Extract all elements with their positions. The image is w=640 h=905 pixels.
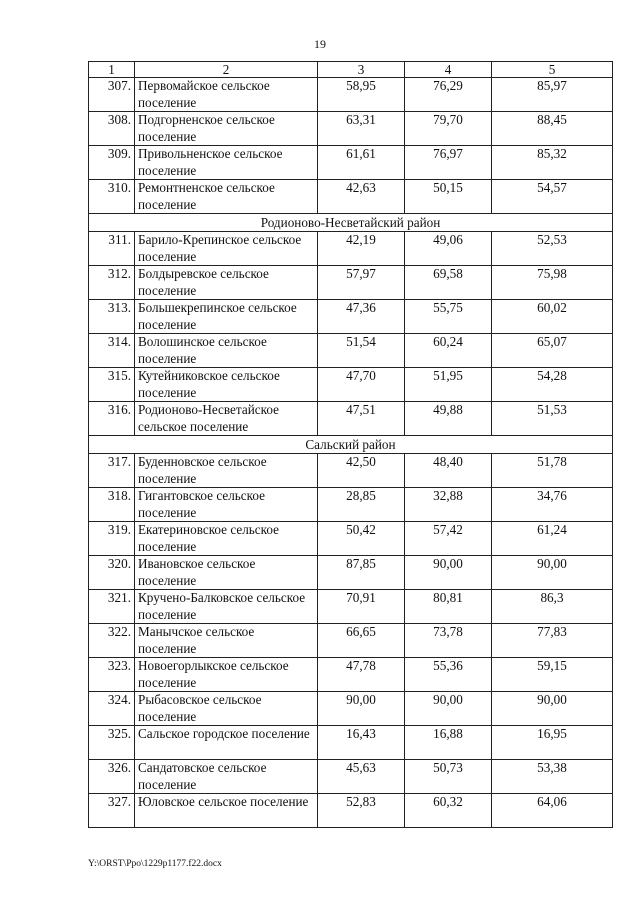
row-number: 308.	[89, 112, 135, 146]
value-col-5: 34,76	[492, 488, 613, 522]
value-col-3: 58,95	[318, 78, 405, 112]
row-number: 307.	[89, 78, 135, 112]
table-row	[89, 180, 613, 214]
value-col-4: 60,24	[405, 334, 492, 368]
settlement-name: Волошинское сельское поселение	[135, 334, 318, 368]
row-number: 310.	[89, 180, 135, 214]
value-col-4: 50,15	[405, 180, 492, 214]
settlement-name: Ивановское сельское поселение	[135, 556, 318, 590]
value-col-3: 66,65	[318, 624, 405, 658]
value-col-5: 65,07	[492, 334, 613, 368]
settlement-name: Сандатовское сельское поселение	[135, 760, 318, 794]
settlement-name: Кручено-Балковское сельское поселение	[135, 590, 318, 624]
row-number: 311.	[89, 232, 135, 266]
table-row	[89, 488, 613, 522]
value-col-4: 73,78	[405, 624, 492, 658]
table-row	[89, 454, 613, 488]
row-number: 315.	[89, 368, 135, 402]
table-row	[89, 402, 613, 436]
settlement-name: Родионово-Несветайское сельское поселение	[135, 402, 318, 436]
settlement-name: Привольненское сельское поселение	[135, 146, 318, 180]
value-col-5: 77,83	[492, 624, 613, 658]
settlement-name: Ремонтненское сельское поселение	[135, 180, 318, 214]
region-name: Родионово-Несветайский район	[89, 214, 613, 232]
settlement-name: Барило-Крепинское сельское поселение	[135, 232, 318, 266]
value-col-4: 90,00	[405, 692, 492, 726]
value-col-5: 88,45	[492, 112, 613, 146]
table-row	[89, 590, 613, 624]
value-col-5: 85,32	[492, 146, 613, 180]
value-col-5: 54,57	[492, 180, 613, 214]
table-row	[89, 658, 613, 692]
row-number: 320.	[89, 556, 135, 590]
value-col-5: 90,00	[492, 556, 613, 590]
value-col-4: 51,95	[405, 368, 492, 402]
settlement-name: Первомайское сельское поселение	[135, 78, 318, 112]
settlement-name: Буденновское сельское поселение	[135, 454, 318, 488]
region-name: Сальский район	[89, 436, 613, 454]
header-cell-4: 4	[405, 62, 492, 78]
value-col-3: 70,91	[318, 590, 405, 624]
value-col-4: 60,32	[405, 794, 492, 828]
header-row	[89, 62, 613, 78]
header-cell-5: 5	[492, 62, 613, 78]
row-number: 325.	[89, 726, 135, 760]
value-col-4: 76,97	[405, 146, 492, 180]
value-col-4: 49,88	[405, 402, 492, 436]
value-col-5: 59,15	[492, 658, 613, 692]
value-col-5: 85,97	[492, 78, 613, 112]
value-col-5: 75,98	[492, 266, 613, 300]
value-col-4: 80,81	[405, 590, 492, 624]
settlement-name: Новоегорлыкское сельское поселение	[135, 658, 318, 692]
row-number: 312.	[89, 266, 135, 300]
page-number: 19	[314, 37, 326, 51]
settlement-name: Екатериновское сельское поселение	[135, 522, 318, 556]
value-col-3: 47,36	[318, 300, 405, 334]
value-col-3: 61,61	[318, 146, 405, 180]
value-col-5: 53,38	[492, 760, 613, 794]
value-col-5: 54,28	[492, 368, 613, 402]
value-col-4: 55,36	[405, 658, 492, 692]
header-cell-2: 2	[135, 62, 318, 78]
value-col-4: 90,00	[405, 556, 492, 590]
value-col-4: 50,73	[405, 760, 492, 794]
settlement-name: Гигантовское сельское поселение	[135, 488, 318, 522]
value-col-3: 51,54	[318, 334, 405, 368]
settlement-name: Болдыревское сельское поселение	[135, 266, 318, 300]
table-row	[89, 232, 613, 266]
value-col-4: 49,06	[405, 232, 492, 266]
settlement-name: Манычское сельское поселение	[135, 624, 318, 658]
value-col-3: 42,19	[318, 232, 405, 266]
table-row	[89, 334, 613, 368]
value-col-3: 47,70	[318, 368, 405, 402]
value-col-3: 50,42	[318, 522, 405, 556]
value-col-5: 16,95	[492, 726, 613, 760]
settlement-name: Рыбасовское сельское поселение	[135, 692, 318, 726]
header-cell-1: 1	[89, 62, 135, 78]
table-row	[89, 794, 613, 828]
table-row	[89, 522, 613, 556]
row-number: 316.	[89, 402, 135, 436]
value-col-4: 57,42	[405, 522, 492, 556]
value-col-3: 90,00	[318, 692, 405, 726]
row-number: 317.	[89, 454, 135, 488]
table-row	[89, 300, 613, 334]
settlement-name: Подгорненское сельское поселение	[135, 112, 318, 146]
value-col-4: 76,29	[405, 78, 492, 112]
row-number: 314.	[89, 334, 135, 368]
settlement-name: Юловское сельское поселение	[135, 794, 318, 828]
header-cell-3: 3	[318, 62, 405, 78]
table-body	[89, 62, 613, 828]
row-number: 313.	[89, 300, 135, 334]
value-col-5: 90,00	[492, 692, 613, 726]
data-table	[88, 61, 613, 828]
value-col-3: 47,51	[318, 402, 405, 436]
value-col-5: 64,06	[492, 794, 613, 828]
value-col-4: 48,40	[405, 454, 492, 488]
table-row	[89, 692, 613, 726]
table-row	[89, 556, 613, 590]
settlement-name: Сальское городское поселение	[135, 726, 318, 760]
value-col-5: 61,24	[492, 522, 613, 556]
row-number: 321.	[89, 590, 135, 624]
table-row	[89, 760, 613, 794]
table-row	[89, 112, 613, 146]
value-col-4: 55,75	[405, 300, 492, 334]
region-header-row	[89, 436, 613, 454]
row-number: 326.	[89, 760, 135, 794]
value-col-3: 52,83	[318, 794, 405, 828]
region-header-row	[89, 214, 613, 232]
row-number: 322.	[89, 624, 135, 658]
row-number: 318.	[89, 488, 135, 522]
table-row	[89, 266, 613, 300]
footer-file-path: Y:\ORST\Ppo\1229p1177.f22.docx	[88, 859, 222, 869]
value-col-3: 87,85	[318, 556, 405, 590]
value-col-5: 51,53	[492, 402, 613, 436]
value-col-5: 60,02	[492, 300, 613, 334]
value-col-5: 86,3	[492, 590, 613, 624]
value-col-4: 79,70	[405, 112, 492, 146]
value-col-3: 42,63	[318, 180, 405, 214]
settlement-name: Большекрепинское сельское поселение	[135, 300, 318, 334]
table-row	[89, 146, 613, 180]
table-row	[89, 368, 613, 402]
value-col-4: 69,58	[405, 266, 492, 300]
table-row	[89, 624, 613, 658]
value-col-3: 63,31	[318, 112, 405, 146]
table-row	[89, 726, 613, 760]
value-col-5: 52,53	[492, 232, 613, 266]
row-number: 319.	[89, 522, 135, 556]
row-number: 309.	[89, 146, 135, 180]
value-col-3: 28,85	[318, 488, 405, 522]
value-col-3: 45,63	[318, 760, 405, 794]
value-col-3: 57,97	[318, 266, 405, 300]
table-row	[89, 78, 613, 112]
row-number: 327.	[89, 794, 135, 828]
settlement-name: Кутейниковское сельское поселение	[135, 368, 318, 402]
value-col-3: 16,43	[318, 726, 405, 760]
row-number: 323.	[89, 658, 135, 692]
row-number: 324.	[89, 692, 135, 726]
value-col-4: 16,88	[405, 726, 492, 760]
value-col-5: 51,78	[492, 454, 613, 488]
value-col-4: 32,88	[405, 488, 492, 522]
value-col-3: 42,50	[318, 454, 405, 488]
value-col-3: 47,78	[318, 658, 405, 692]
